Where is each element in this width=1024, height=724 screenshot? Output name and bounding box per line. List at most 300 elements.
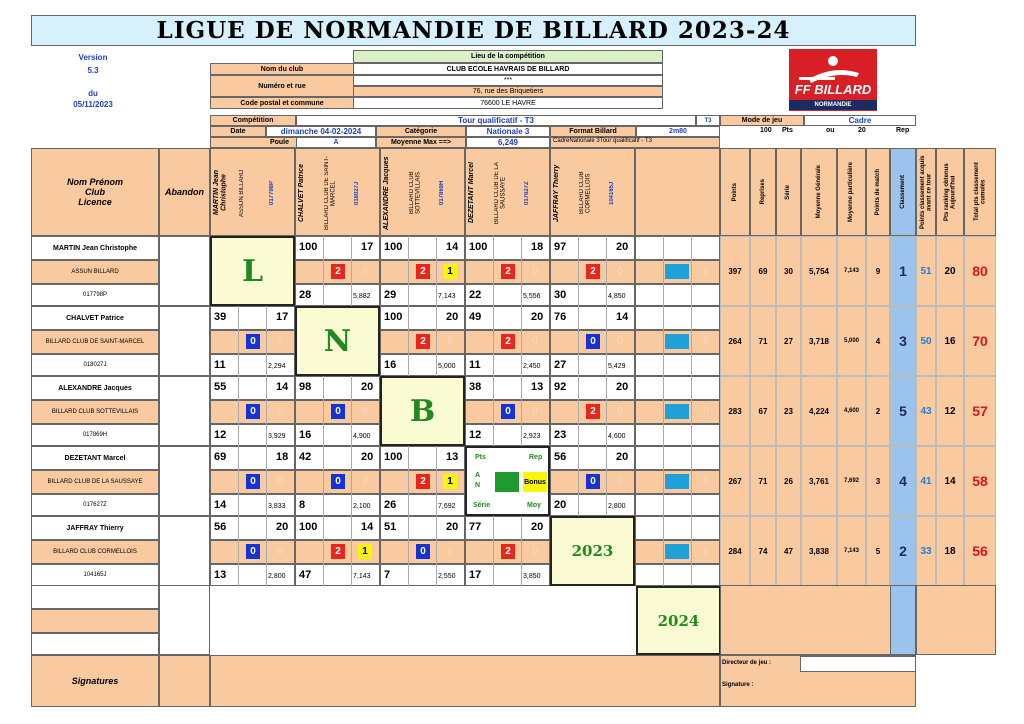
player-abandon[interactable] xyxy=(159,516,210,586)
player-club: BILLARD CLUB DE SAINT-MARCEL xyxy=(31,330,159,354)
cell-divider xyxy=(436,306,437,376)
lieu-heading: Lieu de la compétition xyxy=(353,50,663,63)
cp-value: 76600 LE HAVRE xyxy=(353,97,663,109)
opp-header-2 xyxy=(380,148,465,236)
stat-moy_gen: 4,224 xyxy=(801,376,837,446)
rue-line1: *** xyxy=(353,75,663,86)
pts-value: 100 xyxy=(760,127,772,134)
match-points: 51 xyxy=(384,521,397,533)
stat-pts_rank: 12 xyxy=(936,376,964,446)
cell-divider xyxy=(323,446,324,516)
match-reprises: 14 xyxy=(276,381,289,393)
match-cell xyxy=(635,306,720,376)
stat-header-classement xyxy=(890,148,916,236)
cell-divider xyxy=(436,236,437,306)
match-row-bot xyxy=(635,564,720,586)
stat-reprises: 67 xyxy=(750,376,776,446)
legend-n: N xyxy=(475,482,481,489)
match-serie: 27 xyxy=(554,359,567,371)
match-bonus: 0 xyxy=(447,546,453,557)
match-serie: 14 xyxy=(214,499,227,511)
match-points-de-match: 0 xyxy=(246,404,260,419)
match-points: 100 xyxy=(384,451,403,463)
match-serie: 22 xyxy=(469,289,482,301)
empty-cyan-box xyxy=(665,404,689,419)
cell-divider xyxy=(691,516,692,586)
cell-divider xyxy=(578,236,579,306)
match-points: 97 xyxy=(554,241,567,253)
stat-moy_part: 7,143 xyxy=(837,236,866,306)
stat-serie: 47 xyxy=(776,516,801,586)
match-points-de-match: 2 xyxy=(416,474,430,489)
stat-header-pts_match xyxy=(866,148,890,236)
stat-header-label: Reprises xyxy=(759,179,766,205)
cell-divider xyxy=(521,376,522,446)
moy-value: 6,249 xyxy=(466,137,550,148)
stat-points: 264 xyxy=(720,306,750,376)
cell-divider xyxy=(408,446,409,516)
stat-header-label: Moyenne Générale xyxy=(815,165,822,219)
match-row-top xyxy=(635,306,720,330)
empty-zero: 0 xyxy=(703,406,709,417)
legend-cell xyxy=(465,446,550,516)
match-moyenne: 2,294 xyxy=(268,363,286,370)
legend-bonus: Bonus xyxy=(523,472,547,492)
match-points: 42 xyxy=(299,451,312,463)
stat-total: 56 xyxy=(964,516,996,586)
match-bonus: 0 xyxy=(362,266,368,277)
match-points-de-match: 2 xyxy=(331,544,345,559)
match-bonus: 0 xyxy=(277,546,283,557)
rep-value: 20 xyxy=(858,127,866,134)
cp-label: Code postal et commune xyxy=(210,97,354,109)
cell-divider xyxy=(238,516,239,586)
player-name: CHALVET Patrice xyxy=(31,306,159,330)
player-club: ASSUN BILLARD xyxy=(31,260,159,284)
opp-licence: 017869H xyxy=(439,180,445,206)
opp-club: BILLARD CLUB DE LA SAUSSAYE xyxy=(494,162,507,224)
match-points-de-match: 0 xyxy=(331,474,345,489)
stat-header-moy_part xyxy=(837,148,866,236)
cell-divider xyxy=(691,376,692,446)
cell-divider xyxy=(436,446,437,516)
stat-header-label: Moyenne particulière xyxy=(848,161,855,223)
stat-total: 70 xyxy=(964,306,996,376)
stat-points: 283 xyxy=(720,376,750,446)
stat-pts_class: 50 xyxy=(916,306,936,376)
match-moyenne: 3,833 xyxy=(268,503,286,510)
logo-region: NORMANDIE xyxy=(789,100,877,110)
stat-total: 80 xyxy=(964,236,996,306)
format-label: Format Billard xyxy=(550,126,636,137)
cell-divider xyxy=(691,306,692,376)
cell-divider xyxy=(238,306,239,376)
player-licence: 017798P xyxy=(31,284,159,306)
cell-divider xyxy=(578,306,579,376)
cell-divider xyxy=(691,236,692,306)
col-licence-label: Licence xyxy=(78,197,112,207)
cell-divider xyxy=(266,516,267,586)
match-moyenne: 5,429 xyxy=(608,363,626,370)
stat-moy_part: 7,143 xyxy=(837,516,866,586)
stat-classement: 1 xyxy=(890,236,916,306)
match-cell xyxy=(210,516,295,586)
diag-cell: 2023 xyxy=(550,516,635,586)
cell-divider xyxy=(606,376,607,446)
diag-cell: L xyxy=(210,236,295,306)
match-points-de-match: 0 xyxy=(501,404,515,419)
cadre-text: CadreNationale 3Tour qualificatif - T3 xyxy=(550,137,720,148)
match-cell xyxy=(550,446,635,516)
match-bonus: 0 xyxy=(277,406,283,417)
opp-header-4 xyxy=(550,148,635,236)
stat-header-total xyxy=(964,148,996,236)
stat-moy_gen: 5,754 xyxy=(801,236,837,306)
stat-points: 267 xyxy=(720,446,750,516)
cell-divider xyxy=(266,306,267,376)
match-moyenne: 5,882 xyxy=(353,293,371,300)
match-serie: 12 xyxy=(214,429,227,441)
col-abandon: Abandon xyxy=(159,148,210,236)
stat-header-label: Série xyxy=(785,184,792,200)
match-cell xyxy=(465,236,550,306)
comp-value: Tour qualificatif - T3 xyxy=(296,115,696,126)
match-cell xyxy=(635,236,720,306)
match-points: 92 xyxy=(554,381,567,393)
match-points-de-match: 0 xyxy=(246,544,260,559)
stat-total: 58 xyxy=(964,446,996,516)
match-points: 56 xyxy=(554,451,567,463)
match-reprises: 20 xyxy=(531,311,544,323)
match-points-de-match: 2 xyxy=(586,404,600,419)
cell-divider xyxy=(351,236,352,306)
match-moyenne: 4,850 xyxy=(608,293,626,300)
match-serie: 17 xyxy=(469,569,482,581)
match-reprises: 20 xyxy=(531,521,544,533)
date-label: Date xyxy=(210,126,266,137)
col-nom-header xyxy=(31,148,159,236)
player-licence: 018027J xyxy=(31,354,159,376)
stat-pts_class: 41 xyxy=(916,446,936,516)
match-row-top xyxy=(635,516,720,540)
match-bonus: 0 xyxy=(617,336,623,347)
match-reprises: 18 xyxy=(276,451,289,463)
page-title: LIGUE DE NORMANDIE DE BILLARD 2023-24 xyxy=(156,17,791,44)
opp-club: BILLARD CLUB CORMELLOIS xyxy=(579,171,592,215)
moy-label: Moyenne Max ==> xyxy=(376,137,466,148)
stat-reprises: 69 xyxy=(750,236,776,306)
stat-classement: 4 xyxy=(890,446,916,516)
opp-club: BILLARD CLUB SOTTEVILLAIS xyxy=(409,171,422,215)
version-number: 5.3 xyxy=(87,65,99,75)
opp-name: CHALVET Patrice xyxy=(298,164,305,222)
match-moyenne: 7,692 xyxy=(438,503,456,510)
version-label: Version xyxy=(78,52,108,62)
match-reprises: 20 xyxy=(361,381,374,393)
match-points-de-match: 2 xyxy=(331,264,345,279)
match-serie: 26 xyxy=(384,499,397,511)
cell-divider xyxy=(521,516,522,586)
stat-pts_class: 43 xyxy=(916,376,936,446)
match-moyenne: 2,100 xyxy=(353,503,371,510)
diag-cell: N xyxy=(295,306,380,376)
player-abandon[interactable] xyxy=(159,306,210,376)
match-cell xyxy=(465,516,550,586)
match-moyenne: 2,923 xyxy=(523,433,541,440)
match-points: 100 xyxy=(384,311,403,323)
opp-club: BILLARD CLUB DE SAINT-MARCEL xyxy=(324,156,337,230)
match-serie: 16 xyxy=(384,359,397,371)
stat-header-pts_rank xyxy=(936,148,964,236)
cell-divider xyxy=(663,236,664,306)
match-cell xyxy=(380,306,465,376)
opp-licence: 017798P xyxy=(269,180,275,206)
match-points: 100 xyxy=(469,241,488,253)
stat-serie: 23 xyxy=(776,376,801,446)
comp-code: T3 xyxy=(696,115,720,126)
empty-cyan-box xyxy=(665,474,689,489)
rue-label: Numéro et rue xyxy=(210,75,354,97)
player-abandon[interactable] xyxy=(159,446,210,516)
empty-zero: 0 xyxy=(703,476,709,487)
director-label: Directeur de jeu : xyxy=(722,660,772,666)
match-cell xyxy=(295,446,380,516)
cell-divider xyxy=(691,446,692,516)
match-bonus: 0 xyxy=(362,406,368,417)
match-points-de-match: 0 xyxy=(246,334,260,349)
ffb-logo xyxy=(789,49,877,111)
poule-value: A xyxy=(296,137,376,148)
match-points: 77 xyxy=(469,521,482,533)
match-serie: 13 xyxy=(214,569,227,581)
match-bonus: 0 xyxy=(532,406,538,417)
match-points-de-match: 2 xyxy=(586,264,600,279)
version-date: 05/11/2023 xyxy=(73,99,113,109)
match-cell xyxy=(210,376,295,446)
opp-club: ASSUN BILLARD xyxy=(239,169,245,217)
empty-cyan-box xyxy=(665,264,689,279)
match-cell xyxy=(635,516,720,586)
cell-divider xyxy=(266,446,267,516)
club-label: Nom du club xyxy=(210,63,354,75)
match-cell xyxy=(295,376,380,446)
opp-licence: 017627Z xyxy=(524,181,530,205)
cell-divider xyxy=(408,516,409,586)
empty-row-lic xyxy=(31,633,159,655)
match-reprises: 14 xyxy=(616,311,629,323)
opp-header-0 xyxy=(210,148,295,236)
stat-classement: 2 xyxy=(890,516,916,586)
match-points: 100 xyxy=(384,241,403,253)
cell-divider xyxy=(663,516,664,586)
stat-moy_part: 5,000 xyxy=(837,306,866,376)
player-abandon[interactable] xyxy=(159,376,210,446)
cell-divider xyxy=(351,376,352,446)
rue-line2: 76, rue des Briquetiers xyxy=(353,86,663,97)
match-points-de-match: 2 xyxy=(501,544,515,559)
match-reprises: 20 xyxy=(616,451,629,463)
version-du: du xyxy=(88,88,98,98)
match-row-top xyxy=(635,376,720,400)
match-cell xyxy=(380,516,465,586)
stat-header-points xyxy=(720,148,750,236)
cell-divider xyxy=(323,516,324,586)
match-moyenne: 2,800 xyxy=(268,573,286,580)
cell-divider xyxy=(493,376,494,446)
match-points-de-match: 0 xyxy=(246,474,260,489)
stat-total: 57 xyxy=(964,376,996,446)
match-bonus: 1 xyxy=(443,474,457,489)
stat-moy_part: 7,692 xyxy=(837,446,866,516)
cell-divider xyxy=(493,306,494,376)
stat-points: 284 xyxy=(720,516,750,586)
match-moyenne: 4,900 xyxy=(353,433,371,440)
stat-header-pts_class xyxy=(916,148,936,236)
match-reprises: 13 xyxy=(531,381,544,393)
match-serie: 29 xyxy=(384,289,397,301)
opp-header-3 xyxy=(465,148,550,236)
player-name: DEZETANT Marcel xyxy=(31,446,159,470)
player-name: ALEXANDRE Jacques xyxy=(31,376,159,400)
match-bonus: 0 xyxy=(277,336,283,347)
cell-divider xyxy=(408,306,409,376)
legend-moy: Moy xyxy=(527,502,541,509)
match-reprises: 20 xyxy=(276,521,289,533)
match-serie: 28 xyxy=(299,289,312,301)
match-bonus: 0 xyxy=(277,476,283,487)
cell-divider xyxy=(351,446,352,516)
match-serie: 11 xyxy=(469,359,481,371)
cell-divider xyxy=(408,236,409,306)
stat-reprises: 74 xyxy=(750,516,776,586)
match-bonus: 0 xyxy=(617,406,623,417)
empty-row-right xyxy=(916,585,996,655)
cell-divider xyxy=(663,306,664,376)
stat-header-label: Points classement acquis avant ce tour xyxy=(919,155,932,229)
cell-divider xyxy=(606,306,607,376)
mode-label: Mode de jeu xyxy=(720,115,804,126)
stat-pts_match: 9 xyxy=(866,236,890,306)
player-abandon[interactable] xyxy=(159,236,210,306)
cat-label: Catégorie xyxy=(376,126,466,137)
match-bonus: 0 xyxy=(617,476,623,487)
stat-pts_match: 4 xyxy=(866,306,890,376)
match-bonus: 1 xyxy=(443,264,457,279)
match-points: 55 xyxy=(214,381,227,393)
match-row-bot xyxy=(635,284,720,306)
match-points: 100 xyxy=(299,241,318,253)
match-bonus: 0 xyxy=(447,336,453,347)
match-moyenne: 4,600 xyxy=(608,433,626,440)
match-moyenne: 5,000 xyxy=(438,363,456,370)
match-points: 98 xyxy=(299,381,312,393)
opp-licence: 104165J xyxy=(609,181,615,205)
stat-header-label: Classement xyxy=(899,175,906,209)
match-moyenne: 7,143 xyxy=(438,293,456,300)
cell-divider xyxy=(323,376,324,446)
match-points-de-match: 2 xyxy=(416,334,430,349)
sig-area xyxy=(210,655,720,707)
match-reprises: 13 xyxy=(446,451,459,463)
comp-label: Compétition xyxy=(210,115,296,126)
match-reprises: 20 xyxy=(446,521,459,533)
match-points-de-match: 0 xyxy=(586,334,600,349)
match-moyenne: 7,143 xyxy=(353,573,371,580)
cell-divider xyxy=(663,446,664,516)
match-serie: 12 xyxy=(469,429,482,441)
match-cell xyxy=(295,516,380,586)
empty-zero: 0 xyxy=(703,546,709,557)
opp-name: ALEXANDRE Jacques xyxy=(383,156,390,230)
match-bonus: 0 xyxy=(617,266,623,277)
diag-2024: 2024 xyxy=(636,586,721,655)
header-blank xyxy=(635,148,720,236)
title-bar xyxy=(31,15,916,46)
match-bonus: 1 xyxy=(358,544,372,559)
director-input[interactable] xyxy=(800,656,916,672)
match-points-de-match: 2 xyxy=(501,264,515,279)
empty-zero: 0 xyxy=(703,266,709,277)
stat-reprises: 71 xyxy=(750,306,776,376)
match-row-top xyxy=(635,446,720,470)
match-cell xyxy=(380,236,465,306)
col-nom-label: Nom Prénom xyxy=(66,177,123,187)
match-serie: 11 xyxy=(214,359,226,371)
player-licence: 104165J xyxy=(31,564,159,586)
legend-a: A xyxy=(475,472,481,479)
match-moyenne: 2,550 xyxy=(438,573,456,580)
cell-divider xyxy=(578,376,579,446)
mode-value: Cadre xyxy=(804,115,916,126)
stat-moy_gen: 3,718 xyxy=(801,306,837,376)
stat-serie: 26 xyxy=(776,446,801,516)
opp-name: MARTIN Jean Christophe xyxy=(213,170,228,216)
match-bonus: 0 xyxy=(362,476,368,487)
stat-pts_class: 33 xyxy=(916,516,936,586)
cell-divider xyxy=(238,376,239,446)
cell-divider xyxy=(606,236,607,306)
match-points-de-match: 0 xyxy=(331,404,345,419)
cell-divider xyxy=(521,236,522,306)
stat-header-serie xyxy=(776,148,801,236)
stat-pts_rank: 20 xyxy=(936,236,964,306)
stat-serie: 30 xyxy=(776,236,801,306)
match-reprises: 17 xyxy=(276,311,289,323)
stat-pts_match: 5 xyxy=(866,516,890,586)
cell-divider xyxy=(606,446,607,516)
empty-cyan-box xyxy=(665,334,689,349)
match-serie: 7 xyxy=(384,569,391,581)
date-value: dimanche 04-02-2024 xyxy=(266,126,376,137)
poule-label: Poule xyxy=(210,137,330,148)
stat-header-label: Points xyxy=(731,182,738,202)
logo-text: FF BILLARD xyxy=(794,81,872,97)
match-serie: 20 xyxy=(554,499,567,511)
signatures-label: Signatures xyxy=(31,655,159,707)
empty-row-club xyxy=(31,609,159,633)
match-cell xyxy=(635,376,720,446)
pts-label: Pts xyxy=(782,127,793,134)
stat-serie: 27 xyxy=(776,306,801,376)
opp-name: JAFFRAY Thierry xyxy=(553,164,560,222)
format-value: 2m80 xyxy=(636,126,720,137)
empty-row-stats xyxy=(720,585,916,655)
match-points: 100 xyxy=(299,521,318,533)
match-points: 69 xyxy=(214,451,227,463)
match-cell xyxy=(550,376,635,446)
match-serie: 30 xyxy=(554,289,567,301)
opp-header-1 xyxy=(295,148,380,236)
